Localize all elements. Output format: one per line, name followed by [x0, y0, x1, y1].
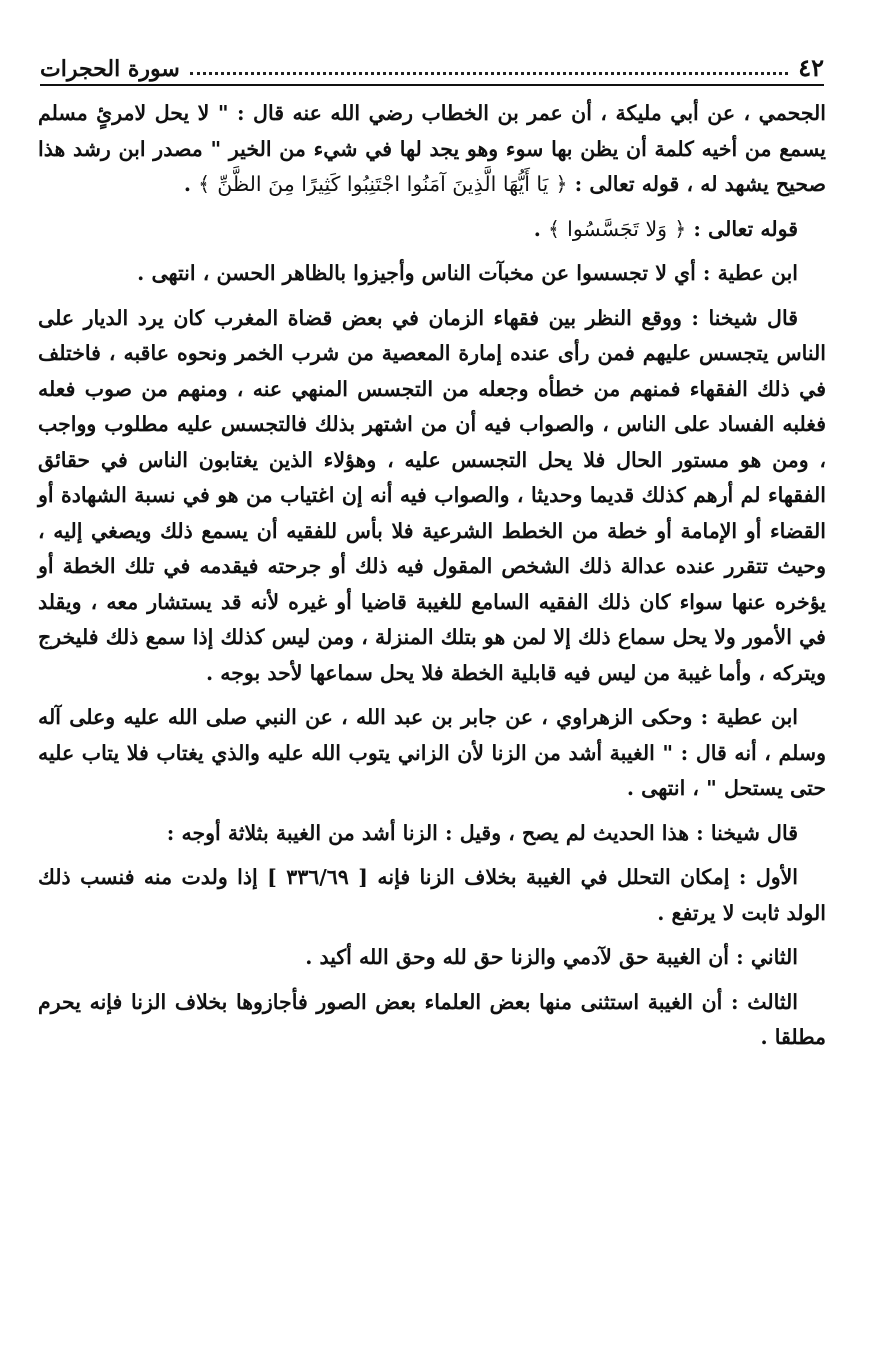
paragraph-8: الثاني : أن الغيبة حق لآدمي والزنا حق لله وحق الله أكيد . [305, 945, 798, 969]
running-title: سورة الحجرات [40, 56, 180, 82]
paragraph-text: قوله تعالى : [686, 216, 798, 241]
paragraph-text: الأول : إمكان التحلل في الغيبة بخلاف الزنا فإنه [367, 865, 798, 889]
quran-verse: وَلا تَجَسَّسُوا [567, 216, 668, 241]
paragraph-1 [38, 96, 826, 203]
header-dotted-leader [190, 72, 788, 75]
quran-close-bracket: ﴾ [198, 172, 211, 196]
quran-open-bracket: ﴿ [555, 172, 568, 196]
paragraph-text-end: . [533, 216, 548, 241]
paragraph-5: ابن عطية : وحكى الزهراوي ، عن جابر بن عبد الله ، عن النبي صلى الله عليه وعلى آله وسلم ، أنه قال : " الغيبة أشد من الزنا لأن الزاني يتوب الله عليه والذي يغتاب فلا يتاب عليه حتى يستحل " ، انتهى . [38, 705, 826, 800]
page-header [40, 50, 824, 86]
paragraph-9: الثالث : أن الغيبة استثنى منها بعض العلماء بعض الصور فأجازوها بخلاف الزنا فإنه يحرم مطلقا . [38, 989, 826, 1049]
quran-verse: يَا أَيُّهَا الَّذِينَ آمَنُوا اجْتَنِبُوا كَثِيرًا مِنَ الظَّنِّ [217, 172, 549, 196]
page-number: ٤٢ [798, 53, 824, 82]
page-body [38, 96, 826, 1056]
paragraph-text-end: إذا ولدت منه فنسب ذلك الولد ثابت لا يرتفع . [38, 865, 826, 925]
paragraph-4: قال شيخنا : ووقع النظر بين فقهاء الزمان في بعض قضاة المغرب كان يرد الديار على الناس يتجسس عليهم فمن رأى عنده إمارة المعصية من شرب الخمر ونحوه عاقبه ، فاختلف في ذلك الفقهاء فمنهم من خطأه وجعله من التجسس المنهي عنه ، ومنهم من صوب فعله فغلبه الفساد على الناس ، والصواب فيه أن من اشتهر بذلك فالتجسس عليه مطلوب وواجب ، ومن هو مستور الحال فلا يحل التجسس عليه ، وهؤلاء الذين يغتابون الناس في حقائق الفقهاء لم أرهم كذلك قديما وحديثا ، والصواب فيه أنه إن اغتياب من هو في نسبة الشهادة أو القضاء أو الإمامة أو خطة من الخطط الشرعية فلا بأس للفقيه أن يسمع ذلك ويصغي إليه ، وحيث تتقرر عنده عدالة ذلك الشخص المقول فيه ذلك أو جرحته فيقدمه في تلك الخطة أو يؤخره عنها سواء كان ذلك الفقيه السامع للغيبة قاضيا أو غيره لأنه قد يستشار معه ، ويقلد في الأمور ولا يحل سماع ذلك إلا لمن هو بتلك المنزلة ، ومن ليس كذلك إذا سمع ذلك فليخرج ويتركه ، وأما غيبة من ليس فيه قابلية الخطة فلا يحل سماعها لأحد بوجه . [38, 305, 826, 685]
paragraph-2 [38, 212, 826, 248]
paragraph-text: الجحمي ، عن أبي مليكة ، أن عمر بن الخطاب رضي الله عنه قال : " لا يحل لامرئٍ مسلم يسمع من أخيه كلمة أن يظن بها سوء وهو يجد لها في شيء من الخير " مصدر ابن رشد هذا صحيح يشهد له ، قوله تعالى : [38, 101, 826, 196]
paragraph-text-end: . [183, 172, 199, 196]
quran-open-bracket: ﴿ [674, 216, 687, 241]
paragraph-3: ابن عطية : أي لا تجسسوا عن مخبآت الناس وأجيزوا بالظاهر الحسن ، انتهى . [137, 261, 798, 285]
paragraph-6: قال شيخنا : هذا الحديث لم يصح ، وقيل : الزنا أشد من الغيبة بثلاثة أوجه : [166, 820, 798, 845]
page-reference: [ ٣٣٦/٦٩ ] [267, 865, 368, 889]
quran-close-bracket: ﴾ [547, 216, 560, 241]
paragraph-7 [38, 860, 826, 931]
